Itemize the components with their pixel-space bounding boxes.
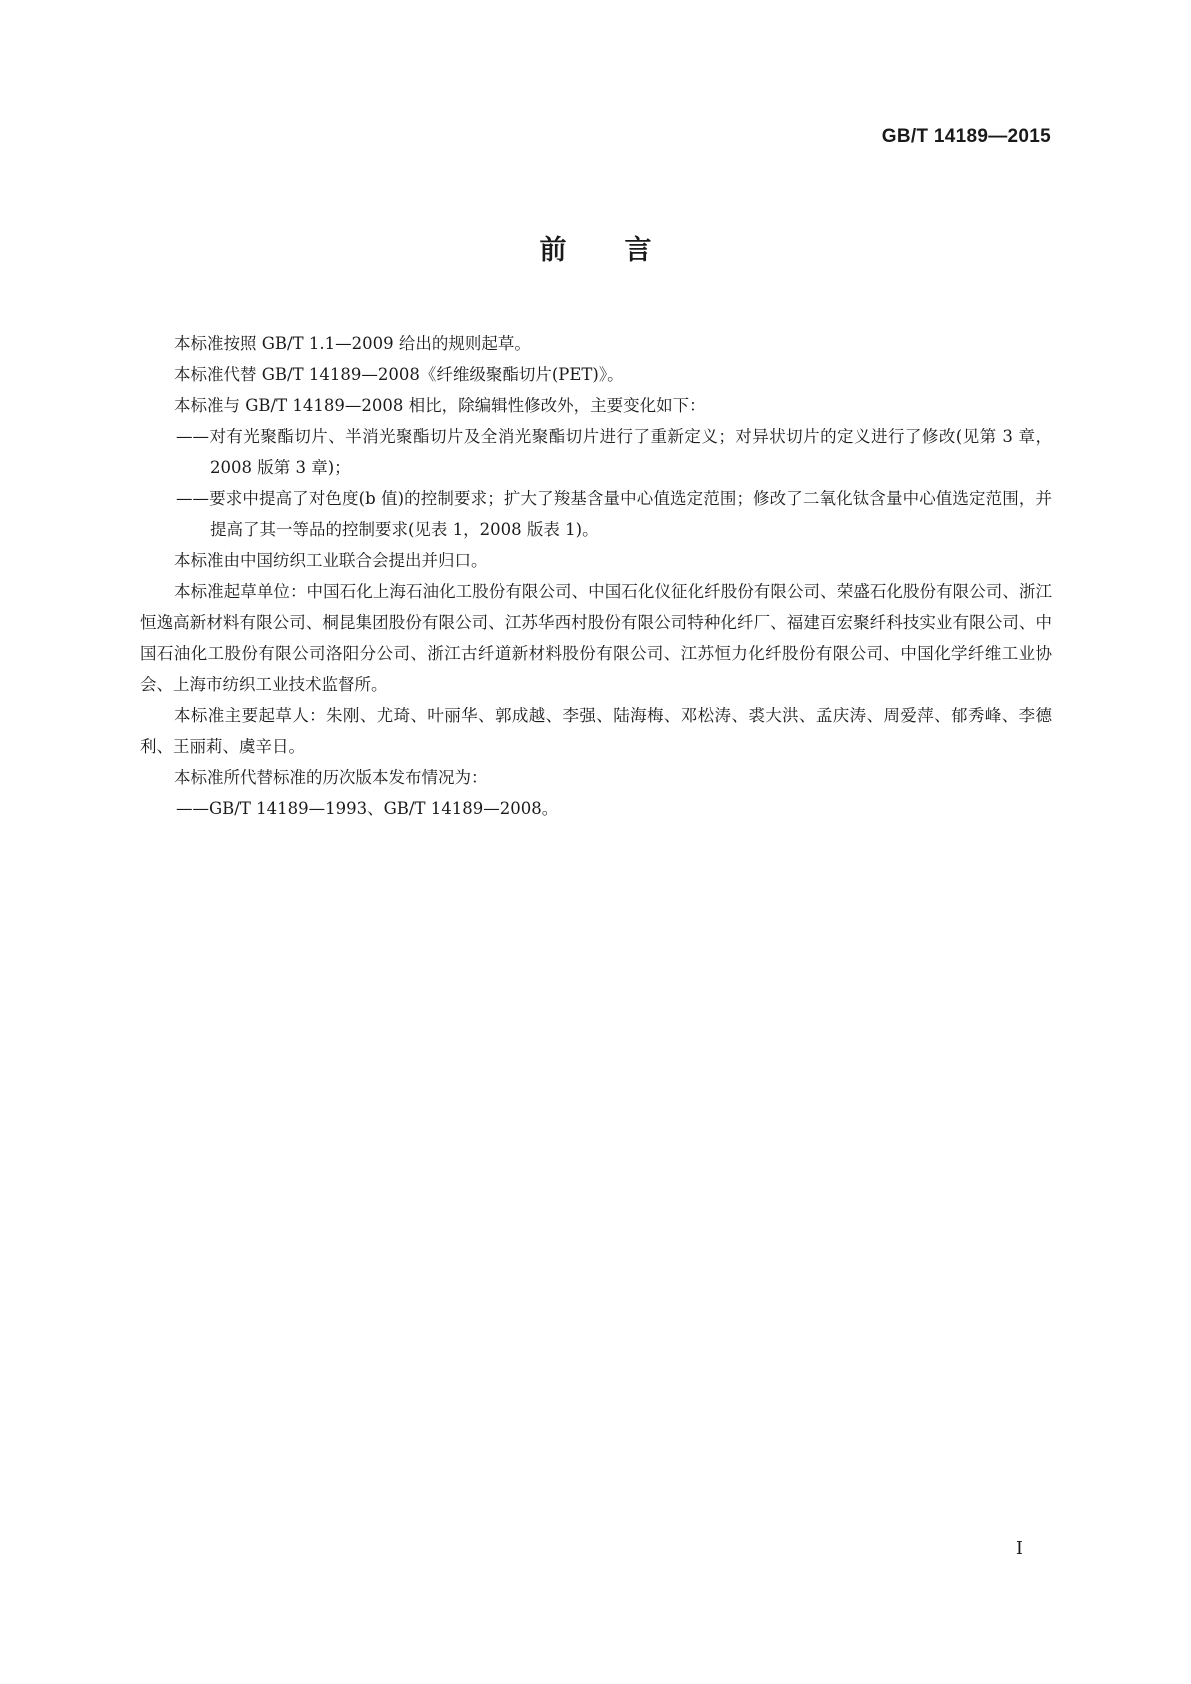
page-number: I xyxy=(1015,1538,1023,1559)
standard-code: GB/T 14189—2015 xyxy=(881,126,1051,147)
paragraph-history-intro: 本标准所代替标准的历次版本发布情况为： xyxy=(174,768,488,787)
page-title: 前言 xyxy=(539,235,710,266)
list-item-history-versions: ——GB/T 14189—1993、GB/T 14189—2008。 xyxy=(176,799,559,818)
list-item-change-requirements: ——要求中提高了对色度(b 值)的控制要求；扩大了羧基含量中心值选定范围；修改了二氧化钛含量中心值选定范围，并提高了其一等品的控制要求(见表 1，2008 版表 1)。 xyxy=(176,489,1052,539)
list-item-change-definitions: ——对有光聚酯切片、半消光聚酯切片及全消光聚酯切片进行了重新定义；对异状切片的定义进行了修改(见第 3 章，2008 版第 3 章)； xyxy=(176,427,1052,477)
paragraph-drafters: 本标准主要起草人：朱刚、尤琦、叶丽华、郭成越、李强、陆海梅、邓松涛、裘大洪、孟庆涛、周爱萍、郁秀峰、李德利、王丽莉、虞辛日。 xyxy=(140,706,1052,756)
document-body xyxy=(140,328,1052,824)
paragraph-replaces: 本标准代替 GB/T 14189—2008《纤维级聚酯切片(PET)》。 xyxy=(174,365,624,384)
paragraph-changes-intro: 本标准与 GB/T 14189—2008 相比，除编辑性修改外，主要变化如下： xyxy=(174,396,706,415)
paragraph-proposer: 本标准由中国纺织工业联合会提出并归口。 xyxy=(174,551,488,570)
paragraph-drafting-rules: 本标准按照 GB/T 1.1—2009 给出的规则起草。 xyxy=(174,334,531,353)
paragraph-drafting-units: 本标准起草单位：中国石化上海石油化工股份有限公司、中国石化仪征化纤股份有限公司、荣盛石化股份有限公司、浙江恒逸高新材料有限公司、桐昆集团股份有限公司、江苏华西村股份有限公司特种化纤厂、福建百宏聚纤科技实业有限公司、中国石油化工股份有限公司洛阳分公司、浙江古纤道新材料股份有限公司、江苏恒力化纤股份有限公司、中国化学纤维工业协会、上海市纺织工业技术监督所。 xyxy=(140,582,1052,694)
